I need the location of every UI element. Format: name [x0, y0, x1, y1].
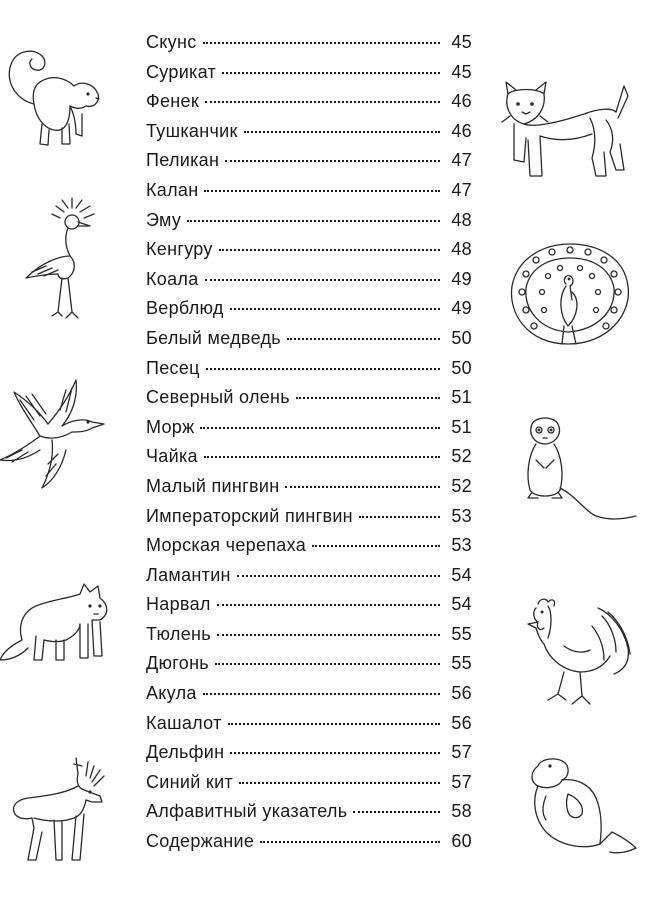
toc-entry-page: 56 — [451, 712, 472, 733]
toc-entry[interactable] — [146, 328, 472, 358]
dot-leader — [359, 516, 440, 518]
dot-leader — [205, 279, 440, 281]
toc-entry[interactable] — [146, 150, 472, 180]
dot-leader — [260, 841, 440, 843]
toc-entry-title: Дюгонь — [146, 653, 209, 674]
dot-leader — [200, 427, 440, 429]
toc-entry-page: 45 — [451, 32, 472, 52]
toc-entry-page: 51 — [451, 387, 472, 408]
meerkat-icon — [520, 416, 638, 528]
toc-entry-page: 58 — [451, 801, 472, 822]
toc-entry-title: Кашалот — [146, 712, 222, 733]
toc-entry[interactable] — [146, 32, 472, 62]
toc-entry-title: Императорский пингвин — [146, 505, 353, 526]
skunk-icon — [4, 44, 100, 154]
toc-entry-title: Содержание — [146, 831, 255, 852]
toc-entry-title: Ламантин — [146, 564, 231, 585]
toc-entry-title: Нарвал — [146, 594, 211, 615]
toc-entry[interactable] — [146, 742, 472, 772]
dot-leader — [296, 397, 440, 399]
dot-leader — [285, 486, 440, 488]
dot-leader — [230, 752, 440, 754]
toc-entry-page: 45 — [451, 61, 472, 82]
rooster-icon — [524, 596, 636, 714]
toc-entry-page: 60 — [451, 831, 472, 852]
dot-leader — [204, 190, 440, 192]
toc-entry[interactable] — [146, 417, 472, 447]
reindeer-icon — [4, 756, 116, 868]
toc-entry[interactable] — [146, 713, 472, 743]
toc-entry-page: 51 — [451, 416, 472, 437]
toc-entry[interactable] — [146, 476, 472, 506]
toc-entry[interactable] — [146, 180, 472, 210]
toc-entry[interactable] — [146, 298, 472, 328]
dot-leader — [244, 131, 440, 133]
toc-entry-page: 53 — [451, 505, 472, 526]
toc-entry-page: 53 — [451, 535, 472, 556]
toc-entry-title: Скунс — [146, 32, 197, 52]
toc-entry-page: 52 — [451, 475, 472, 496]
toc-entry[interactable] — [146, 653, 472, 683]
dot-leader — [219, 249, 440, 251]
toc-entry-title: Малый пингвин — [146, 475, 280, 496]
toc-entry-page: 48 — [451, 209, 472, 230]
toc-entry-page: 47 — [451, 179, 472, 200]
toc-entry-page: 55 — [451, 653, 472, 674]
toc-entry-page: 46 — [451, 120, 472, 141]
dot-leader — [222, 72, 440, 74]
toc-entry-page: 57 — [451, 742, 472, 763]
dot-leader — [228, 723, 440, 725]
toc-entry[interactable] — [146, 594, 472, 624]
toc-entry-page: 46 — [451, 91, 472, 112]
toc-entry-page: 48 — [451, 239, 472, 260]
toc-entry[interactable] — [146, 62, 472, 92]
toc-entry-page: 50 — [451, 327, 472, 348]
manatee-icon — [520, 756, 638, 856]
toc-entry[interactable] — [146, 210, 472, 240]
toc-entry[interactable] — [146, 772, 472, 802]
toc-entry[interactable] — [146, 91, 472, 121]
dot-leader — [203, 693, 440, 695]
toc-entry-page: 52 — [451, 446, 472, 467]
toc-entry[interactable] — [146, 358, 472, 388]
dot-leader — [217, 604, 440, 606]
bird-in-flight-icon — [0, 380, 110, 492]
toc-entry-title: Морж — [146, 416, 195, 437]
dot-leader — [205, 101, 440, 103]
dot-leader — [187, 220, 440, 222]
toc-entry[interactable] — [146, 535, 472, 565]
toc-entry-title: Дельфин — [146, 742, 225, 763]
lynx-icon — [500, 78, 628, 184]
toc-entry-page: 49 — [451, 268, 472, 289]
toc-entry-page: 55 — [451, 623, 472, 644]
toc-entry-title: Сурикат — [146, 61, 217, 82]
fox-icon — [0, 584, 112, 666]
toc-entry-page: 47 — [451, 150, 472, 171]
toc-entry-title: Алфавитный указатель — [146, 801, 348, 822]
toc-entry-title: Морская черепаха — [146, 535, 307, 556]
dot-leader — [237, 575, 440, 577]
toc-entry-title: Кенгуру — [146, 239, 213, 260]
toc-entry-page: 54 — [451, 564, 472, 585]
dot-leader — [215, 663, 440, 665]
toc-entry-title: Северный олень — [146, 387, 290, 408]
dot-leader — [230, 308, 440, 310]
toc-entry-title: Тушканчик — [146, 120, 238, 141]
toc-entry-page: 50 — [451, 357, 472, 378]
dot-leader — [206, 368, 440, 370]
dot-leader — [239, 782, 440, 784]
toc-entry[interactable] — [146, 565, 472, 595]
toc-entry-page: 54 — [451, 594, 472, 615]
toc-entry-title: Калан — [146, 179, 199, 200]
dot-leader — [312, 545, 440, 547]
toc-entry-title: Чайка — [146, 446, 198, 467]
toc-entry[interactable] — [146, 506, 472, 536]
table-of-contents — [146, 32, 472, 861]
toc-entry-page: 57 — [451, 771, 472, 792]
toc-entry-title: Эму — [146, 209, 182, 230]
toc-entry[interactable] — [146, 239, 472, 269]
dot-leader — [353, 811, 440, 813]
dot-leader — [203, 42, 440, 44]
dot-leader — [217, 634, 440, 636]
toc-entry-title: Акула — [146, 683, 197, 704]
toc-entry-title: Песец — [146, 357, 200, 378]
toc-entry[interactable] — [146, 624, 472, 654]
toc-entry-title: Тюлень — [146, 623, 211, 644]
toc-entry[interactable] — [146, 387, 472, 417]
peacock-icon — [508, 244, 632, 358]
toc-entry-title: Фенек — [146, 91, 200, 112]
toc-entry[interactable] — [146, 831, 472, 861]
toc-entry-title: Белый медведь — [146, 327, 281, 348]
toc-entry[interactable] — [146, 683, 472, 713]
toc-entry-title: Синий кит — [146, 771, 233, 792]
toc-entry[interactable] — [146, 269, 472, 299]
toc-entry[interactable] — [146, 801, 472, 831]
dot-leader — [204, 456, 440, 458]
toc-entry-title: Верблюд — [146, 298, 224, 319]
crowned-crane-icon — [12, 200, 102, 324]
toc-entry-title: Коала — [146, 268, 199, 289]
toc-entry-title: Пеликан — [146, 150, 220, 171]
dot-leader — [225, 160, 440, 162]
dot-leader — [287, 338, 440, 340]
toc-entry-page: 49 — [451, 298, 472, 319]
toc-entry[interactable] — [146, 121, 472, 151]
toc-entry[interactable] — [146, 446, 472, 476]
toc-entry-page: 56 — [451, 683, 472, 704]
